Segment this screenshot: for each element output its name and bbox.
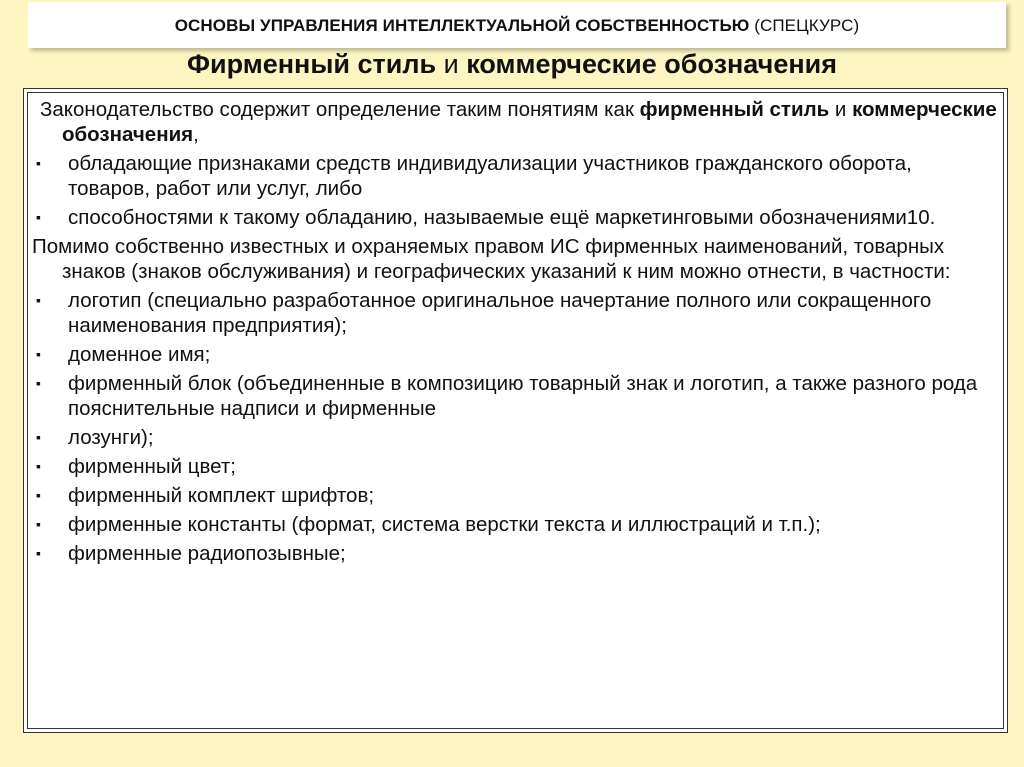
bullet-icon: ▪ bbox=[36, 209, 41, 225]
list-item-text: фирменный блок (объединенные в композицию товарный знак и логотип, а также разного рода пояснительные надписи и фирменные bbox=[68, 372, 978, 420]
course-title-bold: ОСНОВЫ УПРАВЛЕНИЯ ИНТЕЛЛЕКТУАЛЬНОЙ СОБСТВЕННОСТЬЮ bbox=[174, 16, 750, 35]
paragraph-2: Помимо собственно известных и охраняемых правом ИС фирменных наименований, товарных знаков (знаков обслуживания) и географических указаний к ним можно отнести, в частности: bbox=[32, 235, 951, 283]
list-item-text: доменное имя; bbox=[68, 343, 211, 366]
content-panel bbox=[23, 88, 1008, 733]
bullet-icon: ▪ bbox=[36, 375, 41, 391]
list-item bbox=[32, 425, 997, 450]
list-item bbox=[32, 454, 997, 479]
content-text bbox=[32, 97, 997, 570]
bullet-icon: ▪ bbox=[36, 346, 41, 362]
list-item-text: лозунги); bbox=[68, 426, 154, 449]
bullet-icon: ▪ bbox=[36, 458, 41, 474]
slide-title-part3: коммерческие обозначения bbox=[466, 49, 838, 79]
intro-text-1: Законодательство содержит определение таким понятиям как bbox=[40, 98, 640, 121]
course-title-suffix: (СПЕЦКУРС) bbox=[749, 16, 860, 35]
bullet-icon: ▪ bbox=[36, 429, 41, 445]
bullet-icon: ▪ bbox=[36, 292, 41, 308]
list-item-text: фирменный комплект шрифтов; bbox=[68, 484, 375, 507]
list-item bbox=[32, 288, 997, 338]
intro-paragraph bbox=[32, 97, 997, 147]
slide-title-part2: и bbox=[436, 49, 467, 79]
list-item-text: логотип (специально разработанное оригинальное начертание полного или сокращенного наименования предприятия); bbox=[68, 289, 932, 337]
intro-text-3: , bbox=[193, 123, 199, 146]
list-item bbox=[32, 483, 997, 508]
list-item-text: фирменные радиопозывные; bbox=[68, 542, 346, 565]
course-header bbox=[28, 2, 1006, 48]
list-item bbox=[32, 151, 997, 201]
intro-bold-1: фирменный стиль bbox=[639, 98, 830, 121]
list-item bbox=[32, 371, 997, 421]
list-item-text: фирменный цвет; bbox=[68, 455, 236, 478]
bullet-icon: ▪ bbox=[36, 545, 41, 561]
bullet-icon: ▪ bbox=[36, 516, 41, 532]
intro-text-2: и bbox=[829, 98, 853, 121]
list-item bbox=[32, 512, 997, 537]
intro-bold-2: коммерческие обозначения bbox=[62, 98, 997, 146]
list-item bbox=[32, 342, 997, 367]
list-item-text: способностями к такому обладанию, называемые ещё маркетинговыми обозначениями10. bbox=[68, 206, 936, 229]
bullet-icon: ▪ bbox=[36, 155, 41, 171]
course-title bbox=[28, 16, 1006, 36]
slide-title-part1: Фирменный стиль bbox=[186, 49, 437, 79]
bullet-icon: ▪ bbox=[36, 487, 41, 503]
list-item bbox=[32, 541, 997, 566]
list-item-text: фирменные константы (формат, система верстки текста и иллюстраций и т.п.); bbox=[68, 513, 821, 536]
list-item bbox=[32, 205, 997, 230]
slide-title bbox=[0, 49, 1024, 80]
list-item-text: обладающие признаками средств индивидуализации участников гражданского оборота, товаров, работ или услуг, либо bbox=[68, 152, 912, 200]
